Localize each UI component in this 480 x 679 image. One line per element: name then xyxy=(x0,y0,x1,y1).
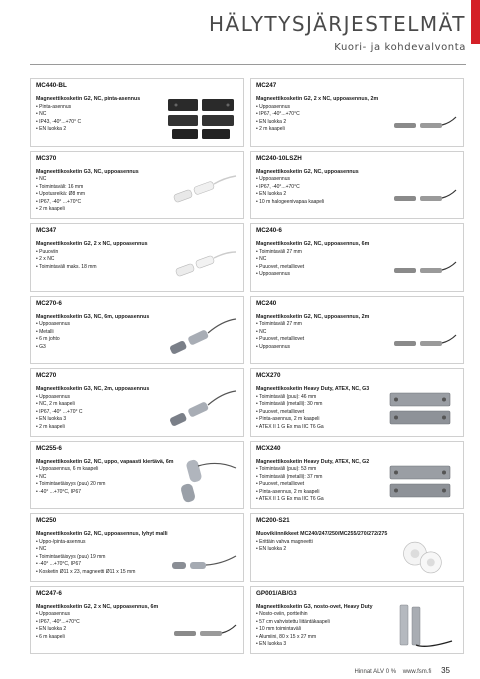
spec-item: • Upotusreikä: Ø8 mm xyxy=(36,191,238,199)
website-link[interactable]: www.fsm.fi xyxy=(402,669,432,675)
spec-item: • Metalli xyxy=(36,329,238,337)
spec-item: • 2 m kaapeli xyxy=(256,126,458,134)
flush-contact-pair-image xyxy=(386,311,458,361)
spec-item: • EN luokka 2 xyxy=(36,126,238,134)
heavy-duty-contact-image xyxy=(386,456,458,506)
product-title: Magneettikosketin G2, 2 x NC, uppoasennus, 2m xyxy=(256,96,379,102)
product-title: Magneettikosketin G2, 2 x NC, uppoasennus, 6m xyxy=(36,603,159,610)
spec-item: • 6 m johto xyxy=(36,336,238,344)
product-code: MC240 xyxy=(256,299,277,307)
product-card-mc270-6 xyxy=(30,296,244,365)
product-title: Magneettikosketin Heavy Duty, ATEX, NC, G3 xyxy=(256,386,370,392)
spec-item: • NC xyxy=(256,256,458,264)
spec-item: • G3 xyxy=(36,344,238,352)
product-grid xyxy=(30,78,464,654)
product-title: Magneettikosketin G2, 2 x NC, uppoasennus xyxy=(36,241,148,247)
white-cylinder-contact-image xyxy=(166,166,238,216)
product-code: MCX240 xyxy=(256,444,281,452)
product-code: MC347 xyxy=(36,227,57,234)
flush-contact-pair-image xyxy=(386,93,458,143)
page-header xyxy=(209,14,466,53)
header-divider xyxy=(30,64,466,65)
product-code: MC250 xyxy=(36,517,57,524)
spec-item: • EN luokka 2 xyxy=(256,191,458,199)
product-title: Magneettikosketin G3, NC, uppoasennus xyxy=(36,168,139,175)
product-card-mcx270 xyxy=(250,368,464,437)
product-title: Magneettikosketin G3, NC, 6m, uppoasennus xyxy=(36,313,150,320)
spec-item: • NC xyxy=(36,474,238,482)
spec-item: • IP67, -40° ...+70°C xyxy=(36,199,238,207)
spec-item: • Uppoasennus xyxy=(256,344,458,352)
product-card-mc240-6 xyxy=(250,223,464,292)
rotating-contact-image xyxy=(166,456,238,506)
product-title: Magneettikosketin G2, NC, uppoasennus, lyhyt malli xyxy=(36,531,168,537)
flush-contact-pair-image xyxy=(386,166,458,216)
product-card-mc247-6 xyxy=(30,586,244,655)
spec-item: • Kosketin Ø11 x 23, magneetti Ø11 x 15 mm xyxy=(36,569,238,577)
page-number: 35 xyxy=(441,666,450,675)
flush-contact-pair-image xyxy=(166,601,238,651)
product-title: Magneettikosketin G2, NC, pinta-asennus xyxy=(36,96,141,102)
product-code: MC200-S21 xyxy=(256,517,290,524)
spec-item: • -40° ...+70°C, IP67 xyxy=(36,489,238,497)
spec-item: • Toimintaväli 27 mm xyxy=(256,321,458,329)
page-footer xyxy=(349,666,450,675)
spec-item: • Puuovet, metalliovet xyxy=(256,336,458,344)
page-title: HÄLYTYSJÄRJESTELMÄT xyxy=(208,12,466,36)
product-code: MC270-6 xyxy=(36,299,62,307)
product-card-mc240 xyxy=(250,296,464,365)
product-card-mc240-10lszh xyxy=(250,151,464,220)
product-code: MC370 xyxy=(36,154,57,162)
black-surface-contact-image xyxy=(166,93,238,143)
heavy-duty-contact-image xyxy=(386,383,458,433)
product-card-gp001-ab-g3 xyxy=(250,586,464,655)
product-title: Magneettikosketin G3, nosto-ovet, Heavy Duty xyxy=(256,603,373,610)
product-card-mc247 xyxy=(250,78,464,147)
product-card-mcx240 xyxy=(250,441,464,510)
product-title: Muovikiinnikkeet MC240/247/250/MC255/270/272/275 xyxy=(256,531,388,537)
spec-item: • NC xyxy=(36,546,238,554)
spec-item: • EN luokka 2 xyxy=(256,546,458,554)
product-code: MC270 xyxy=(36,372,57,379)
product-title: Magneettikosketin G2, NC, uppoasennus, 6m xyxy=(256,241,370,247)
section-color-tab xyxy=(471,0,480,44)
spec-item: • Uppoasennus xyxy=(36,321,238,329)
price-note: Hinnat ALV 0 % xyxy=(354,669,397,675)
spec-item: • Nosto-oviin, portteihin xyxy=(256,611,458,619)
product-title: Magneettikosketin Heavy Duty, ATEX, NC, G2 xyxy=(256,458,370,465)
product-code: MC247 xyxy=(256,82,277,89)
spec-item: • Puuovet, metalliovet xyxy=(256,264,458,272)
spec-item: • EN luokka 3 xyxy=(36,416,238,424)
spec-item: • Toimintaväli (puu): 53 mm xyxy=(256,466,458,474)
spec-item: • NC xyxy=(36,111,238,119)
product-card-mc255-6 xyxy=(30,441,244,510)
spec-item: • Erittäin vahva magneetti xyxy=(256,539,458,547)
product-code: GP001/AB/G3 xyxy=(256,589,297,597)
product-title: Magneettikosketin G3, NC, 2m, uppoasennus xyxy=(36,386,150,392)
spec-item: • NC, 2 m kaapeli xyxy=(36,401,238,409)
spec-item: • Toimintaväli 27 mm xyxy=(256,249,458,257)
product-code: MC440-BL xyxy=(36,82,67,89)
spec-item: • Puuovet, metalliovet xyxy=(256,409,458,417)
spec-item: • Uppo-/pinta-asennus xyxy=(36,539,238,547)
product-card-mc347 xyxy=(30,223,244,292)
product-title: Magneettikosketin G2, NC, uppoasennus xyxy=(256,168,359,175)
spec-item: • IP67, -40°...+70°C xyxy=(256,184,458,192)
spec-item: • Toimintaväli (puu): 46 mm xyxy=(256,394,458,402)
spec-item: • ATEX II 1 G Ex ma IIC T6 Ga xyxy=(256,424,458,432)
spec-item: • IP43, -40°...+70° C xyxy=(36,119,238,127)
spec-item: • Uppoasennus, 6 m kaapeli xyxy=(36,466,238,474)
spec-item: • Toimintaväli maks. 18 mm xyxy=(36,264,238,272)
spec-item: • Toimintaväli: 16 mm xyxy=(36,184,238,192)
metal-contact-pair-image xyxy=(166,311,238,361)
spec-item: • Pinta-asennus, 2 m kaapeli xyxy=(256,416,458,424)
spec-item: • ATEX II 1 G Ex ma IIC T6 Ga xyxy=(256,496,458,504)
spec-item: • Toimintaväli (metalli): 37 mm xyxy=(256,474,458,482)
metal-contact-pair-image xyxy=(166,383,238,433)
product-card-mc250 xyxy=(30,513,244,582)
spec-item: • Toimintaväli (metalli): 30 mm xyxy=(256,401,458,409)
spec-item: • Puuovet, metalliovet xyxy=(256,481,458,489)
product-code: MC240-6 xyxy=(256,227,282,234)
spec-item: • IP67, -40°...+70°C xyxy=(36,619,238,627)
spec-item: • NC xyxy=(36,176,238,184)
product-card-mc270 xyxy=(30,368,244,437)
spec-item: • 2 m kaapeli xyxy=(36,424,238,432)
flush-contact-pair-image xyxy=(386,238,458,288)
spec-item: • Puuoviin xyxy=(36,249,238,257)
spec-item: • Pinta-asennus, 2 m kaapeli xyxy=(256,489,458,497)
spec-item: • NC xyxy=(256,329,458,337)
spec-item: • EN luokka 2 xyxy=(256,119,458,127)
spec-item: • 2 m kaapeli xyxy=(36,206,238,214)
spec-item: • Uppoasennus xyxy=(256,271,458,279)
spec-item: • Toimintaetäisyys (puu) 20 mm xyxy=(36,481,238,489)
spec-item: • 2 x NC xyxy=(36,256,238,264)
plastic-mount-image xyxy=(386,536,458,580)
product-code: MC247-6 xyxy=(36,589,62,597)
spec-item: • Pinta-asennus xyxy=(36,104,238,112)
spec-item: • IP67, -40°...+70°C xyxy=(256,111,458,119)
spec-item: • Uppoasennus xyxy=(36,394,238,402)
product-card-mc370 xyxy=(30,151,244,220)
spec-item: • EN luokka 2 xyxy=(36,626,238,634)
garage-door-contact-image xyxy=(386,601,458,651)
spec-item: • EN luokka 3 xyxy=(256,641,458,649)
product-card-mc440-bl xyxy=(30,78,244,147)
spec-item: • Toimintaetäisyys (puu) 19 mm xyxy=(36,554,238,562)
page-subtitle: Kuori- ja kohdevalvonta xyxy=(334,42,466,53)
white-cylinder-contact-image xyxy=(166,238,238,288)
product-title: Magneettikosketin G2, NC, uppo, vapaasti kiertävä, 6m xyxy=(36,458,174,465)
spec-item: • Alumiini, 80 x 15 x 27 mm xyxy=(256,634,458,642)
spec-item: • -40° ...+70°C, IP67 xyxy=(36,561,238,569)
product-card-mc200-s21 xyxy=(250,513,464,582)
spec-item: • 6 m kaapeli xyxy=(36,634,238,642)
spec-item: • Uppoasennus xyxy=(256,176,458,184)
spec-item: • IP67, -40° ...+70° C xyxy=(36,409,238,417)
spec-item: • Uppoasennus xyxy=(256,104,458,112)
spec-item: • Uppoasennus xyxy=(36,611,238,619)
product-code: MC240-10LSZH xyxy=(256,154,302,162)
spec-item: • 10 m halogeenivapaa kaapeli xyxy=(256,199,458,207)
short-contact-image xyxy=(166,528,238,578)
product-title: Magneettikosketin G2, NC, uppoasennus, 2m xyxy=(256,313,370,320)
product-code: MC255-6 xyxy=(36,444,62,452)
product-code: MCX270 xyxy=(256,372,281,379)
spec-item: • 57 cm vahvistettu liitäntäkaapeli xyxy=(256,619,458,627)
spec-item: • 10 mm toimintaväli xyxy=(256,626,458,634)
